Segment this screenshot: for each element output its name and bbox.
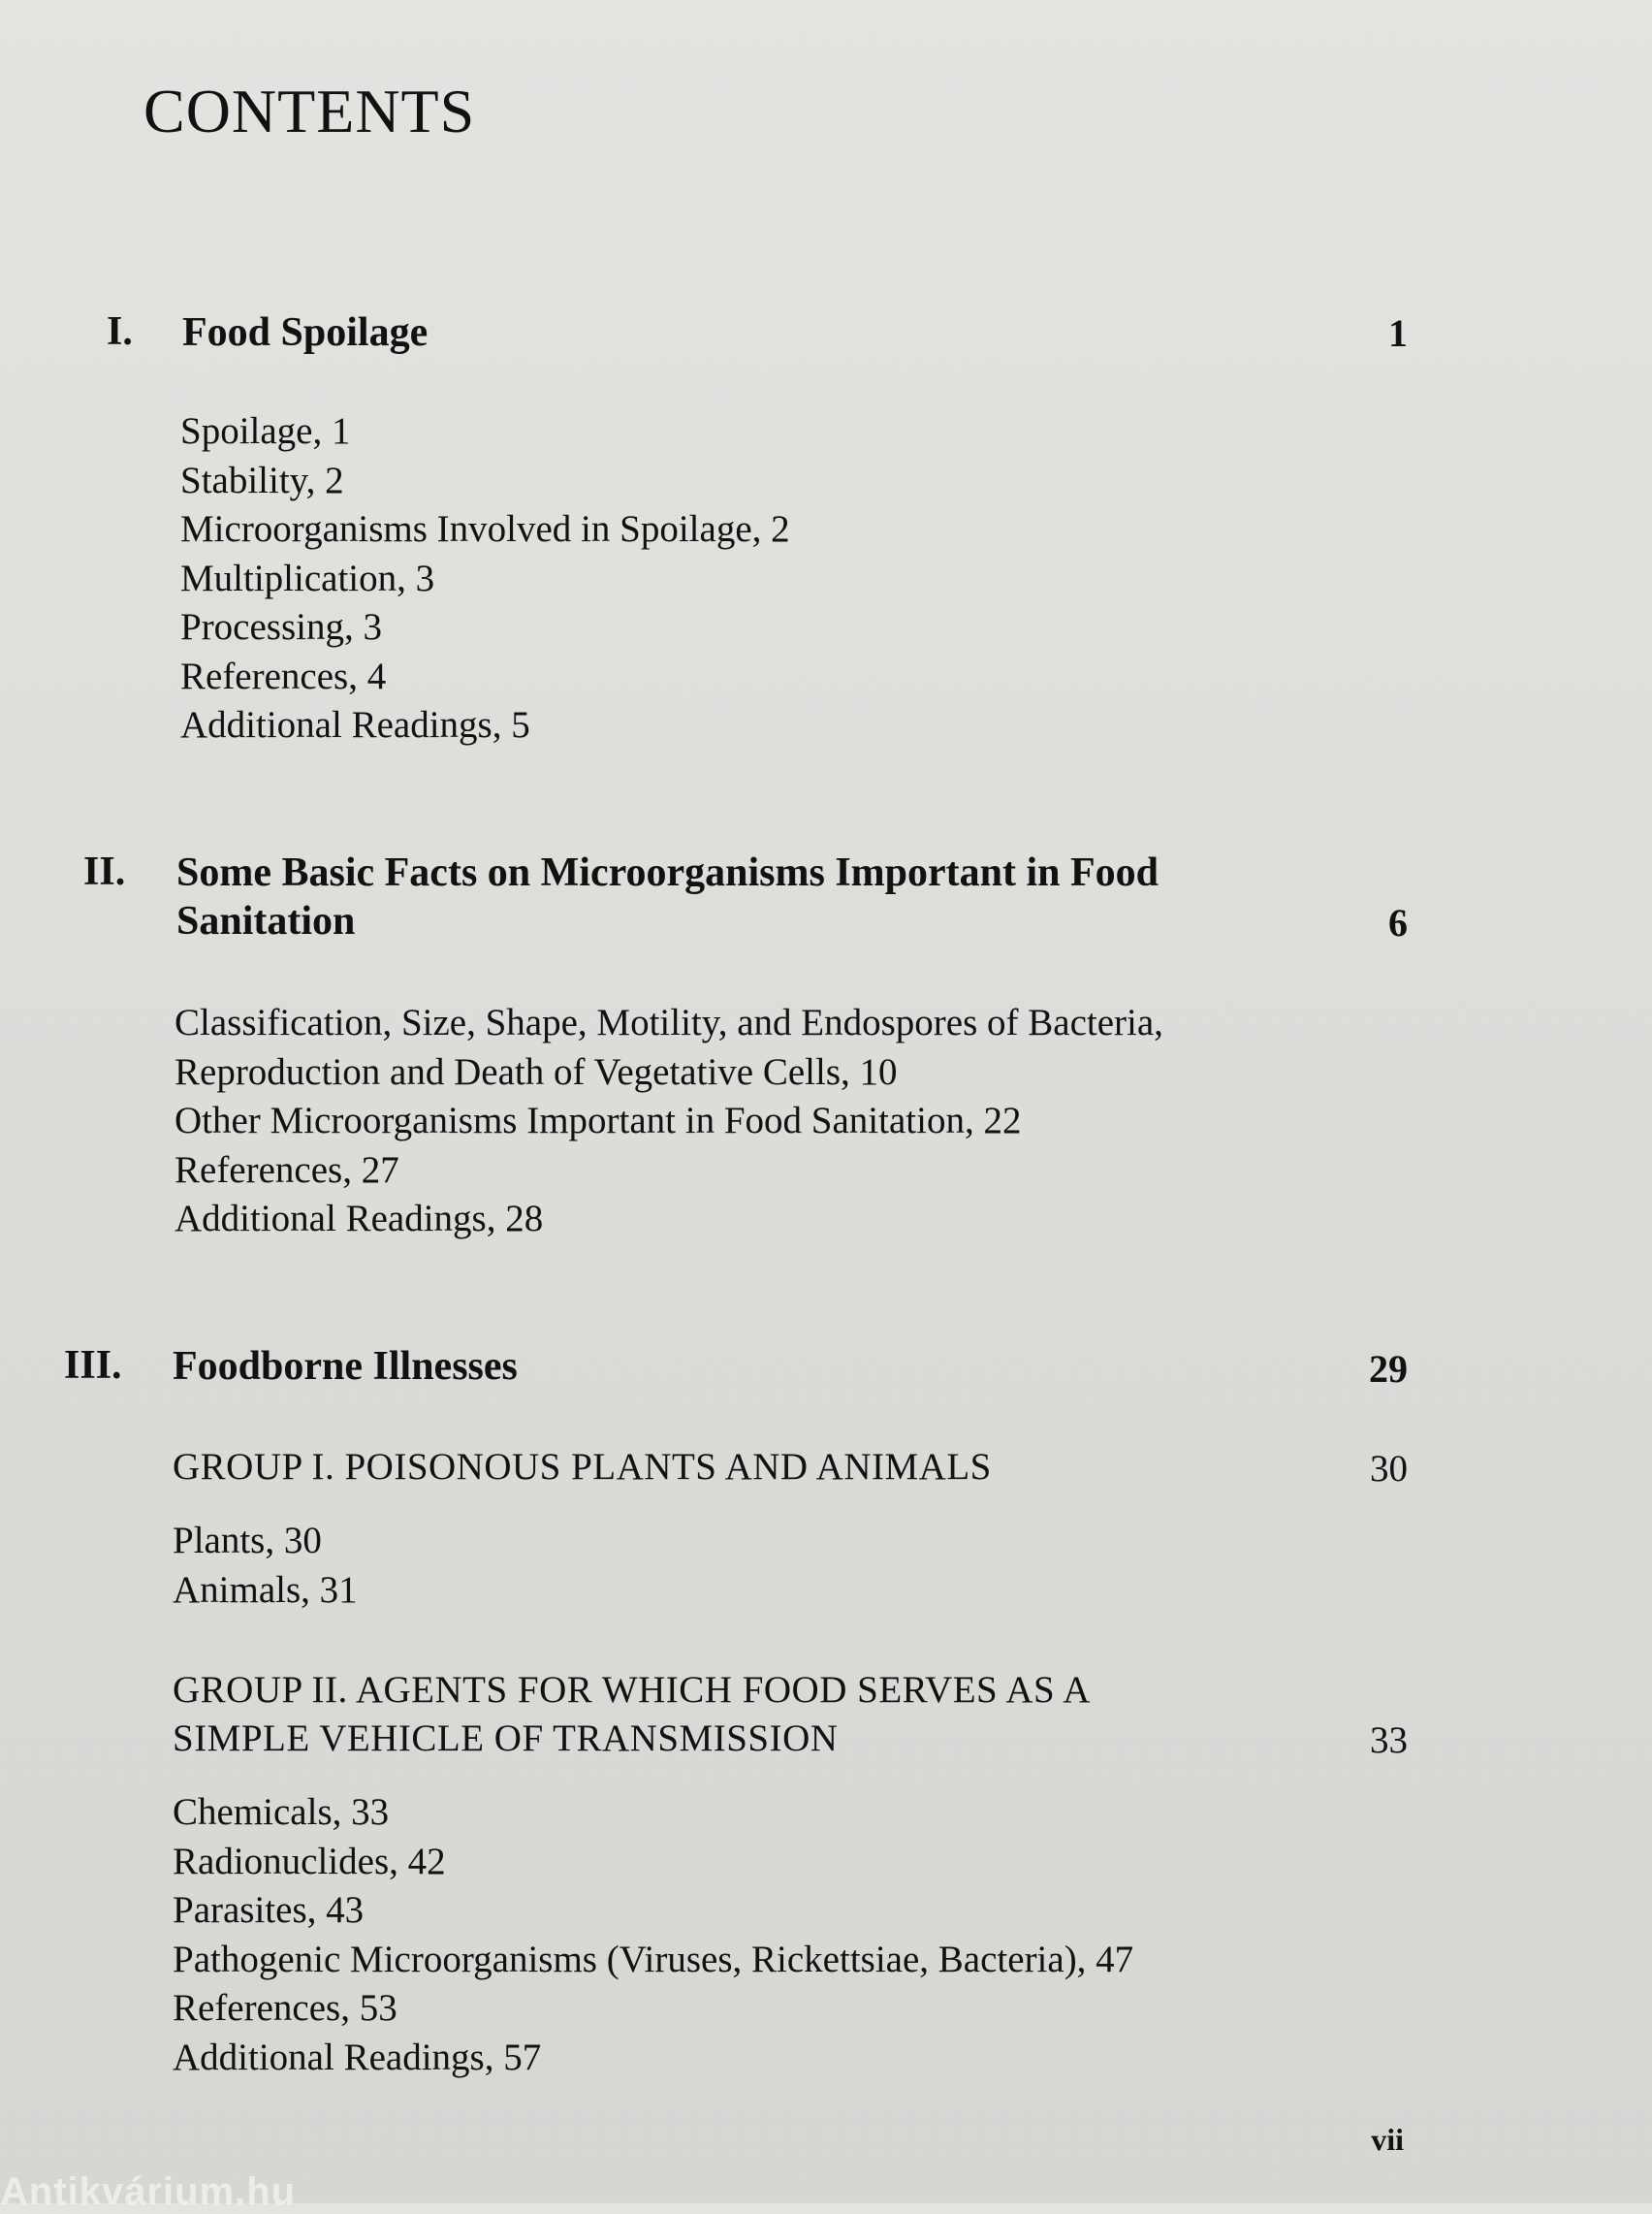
group-entries <box>173 1517 358 1615</box>
toc-entry: Multiplication, 3 <box>180 557 435 599</box>
toc-entry: Stability, 2 <box>180 459 344 501</box>
toc-entry: Chemicals, 33 <box>173 1791 390 1833</box>
group-title <box>173 1666 1091 1763</box>
group-title-line: SIMPLE VEHICLE OF TRANSMISSION <box>173 1717 839 1759</box>
chapter-entries <box>180 407 790 751</box>
toc-entry: Classification, Size, Shape, Motility, and Endospores of Bacteria, <box>175 1002 1163 1043</box>
chapter-page-number: 6 <box>1388 901 1408 945</box>
toc-entry: Processing, 3 <box>180 606 382 648</box>
group-page-number: 33 <box>1370 1719 1408 1761</box>
toc-entry: Additional Readings, 28 <box>175 1198 544 1239</box>
toc-entry: Radionuclides, 42 <box>173 1840 446 1882</box>
chapter-number: II. <box>83 850 126 894</box>
toc-entry: Plants, 30 <box>173 1520 322 1561</box>
toc-entry: References, 53 <box>173 1987 397 2029</box>
chapter-entries <box>175 999 1163 1244</box>
toc-entry: References, 27 <box>175 1148 399 1191</box>
group-page-number: 30 <box>1370 1448 1408 1490</box>
chapter-page-number: 29 <box>1369 1347 1408 1391</box>
chapter-title: Foodborne Illnesses <box>173 1344 518 1389</box>
chapter-title <box>176 849 1159 946</box>
chapter-title-line: Sanitation <box>176 899 356 944</box>
toc-entry: Additional Readings, 57 <box>173 2036 542 2078</box>
chapter-page-number: 1 <box>1388 311 1408 355</box>
toc-entry: References, 4 <box>180 655 387 697</box>
toc-entry: Reproduction and Death of Vegetative Cells, 10 <box>175 1050 898 1093</box>
chapter-number: III. <box>64 1343 122 1388</box>
watermark-text: Antikvárium.hu <box>0 2170 297 2213</box>
page-folio: vii <box>1371 2122 1404 2157</box>
toc-entry: Parasites, 43 <box>173 1889 365 1931</box>
toc-entry: Other Microorganisms Important in Food Sanitation, 22 <box>175 1100 1022 1141</box>
chapter-title-line: Some Basic Facts on Microorganisms Important in Food <box>176 850 1160 895</box>
toc-entry: Microorganisms Involved in Spoilage, 2 <box>180 508 790 550</box>
group-entries <box>173 1788 1133 2082</box>
toc-entry: Pathogenic Microorganisms (Viruses, Rickettsiae, Bacteria), 47 <box>173 1938 1134 1980</box>
group-title: GROUP I. POISONOUS PLANTS AND ANIMALS <box>173 1446 992 1488</box>
page-title: CONTENTS <box>143 77 476 145</box>
toc-entry: Additional Readings, 5 <box>180 704 530 746</box>
toc-entry: Animals, 31 <box>173 1568 358 1611</box>
chapter-number: I. <box>107 309 133 354</box>
chapter-title: Food Spoilage <box>182 310 429 355</box>
group-title-line: GROUP II. AGENTS FOR WHICH FOOD SERVES AS A <box>173 1669 1091 1711</box>
toc-entry: Spoilage, 1 <box>180 410 351 452</box>
